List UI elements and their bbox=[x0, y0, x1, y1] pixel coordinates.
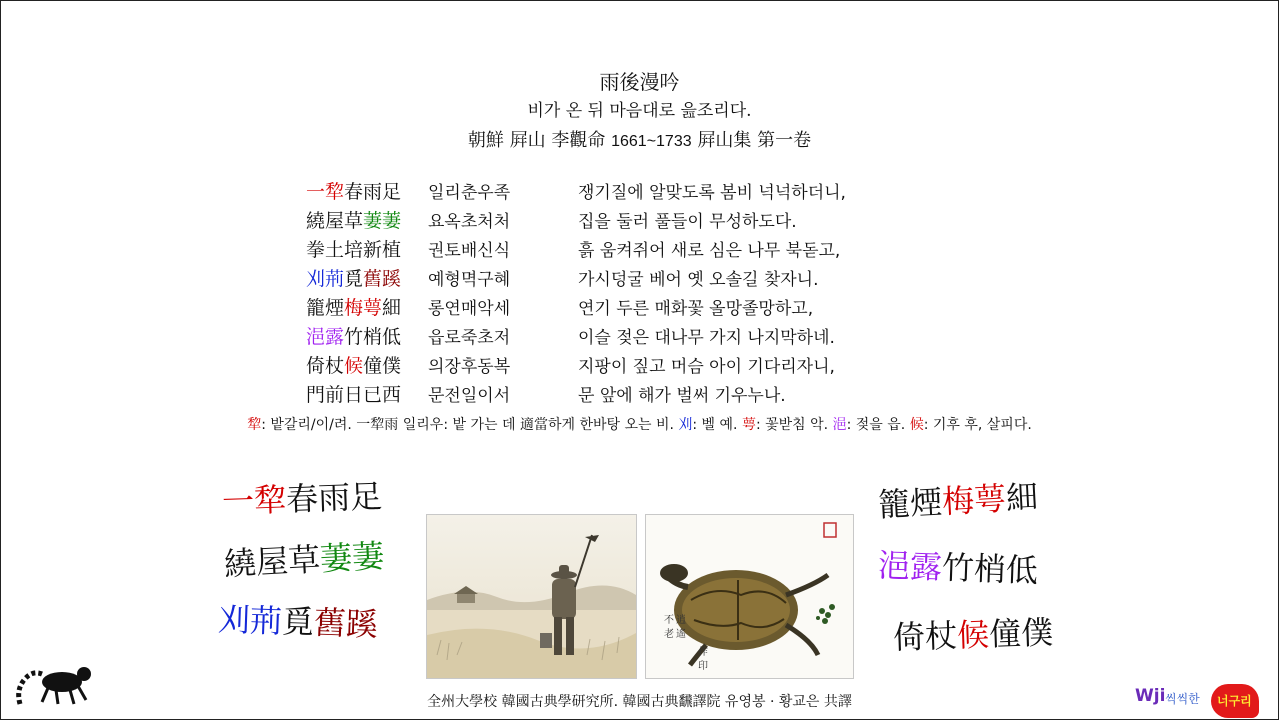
poem-hanja-segment: 梅萼 bbox=[344, 297, 383, 319]
big-verse-segment: 細 bbox=[1005, 477, 1040, 518]
poem-hanja-segment: 覓 bbox=[344, 268, 364, 290]
poem-line bbox=[306, 292, 846, 321]
big-verse-segment: 繞屋草 bbox=[223, 540, 322, 584]
poem-hanja-segment: 萋萋 bbox=[363, 210, 402, 232]
poem-reading: 읍로죽초저 bbox=[428, 328, 511, 348]
poem-translation: 가시덩굴 베어 옛 오솔길 찾자니. bbox=[578, 270, 819, 290]
poem-line bbox=[306, 321, 846, 350]
brand-logo bbox=[1133, 682, 1279, 720]
author-years: 1661~1733 bbox=[611, 133, 692, 150]
poem-line bbox=[306, 176, 846, 205]
farmer-illustration bbox=[426, 514, 637, 679]
poem-hanja-segment: 浥露 bbox=[306, 326, 345, 348]
poem-hanja-segment: 一犂 bbox=[306, 181, 345, 203]
big-verse-segment: 覓 bbox=[281, 602, 315, 642]
poem-reading: 일리춘우족 bbox=[428, 183, 511, 203]
note-segment: 浥 bbox=[832, 417, 847, 433]
note-segment: : 젖을 읍. bbox=[846, 417, 910, 433]
svg-text:遙: 遙 bbox=[676, 629, 686, 640]
poem-line bbox=[306, 234, 846, 263]
poem-block bbox=[306, 176, 846, 408]
poem-hanja-segment: 門前日已西 bbox=[306, 384, 402, 406]
poem-hanja-segment: 籠煙 bbox=[306, 297, 345, 319]
big-verse-segment: 舊蹊 bbox=[313, 603, 379, 644]
poem-hanja-segment: 候 bbox=[344, 355, 364, 377]
poem-hanja bbox=[306, 293, 428, 320]
poem-title: 雨後漫吟 bbox=[599, 70, 680, 94]
poem-hanja bbox=[306, 322, 428, 349]
svg-text:印: 印 bbox=[698, 661, 708, 672]
poem-subtitle: 비가 온 뒤 마음대로 읊조리다. bbox=[527, 101, 752, 121]
big-verse-segment: 籠煙 bbox=[877, 482, 944, 525]
poem-hanja-segment: 竹梢低 bbox=[344, 326, 402, 348]
poem-hanja bbox=[306, 351, 428, 378]
poem-line bbox=[306, 350, 846, 379]
poem-translation: 문 앞에 해가 벌써 기우누나. bbox=[578, 386, 786, 406]
note-segment: : 꽃받침 악. bbox=[755, 417, 833, 433]
poem-translation: 지팡이 짚고 머슴 아이 기다리자니, bbox=[578, 357, 835, 377]
big-verse-segment: 刈荊 bbox=[217, 600, 283, 641]
poem-hanja bbox=[306, 235, 428, 262]
big-verse-segment: 春雨足 bbox=[285, 477, 383, 519]
note-segment: 犂 bbox=[247, 417, 262, 433]
author-line bbox=[0, 126, 1279, 152]
big-verse-segment: 梅萼 bbox=[941, 479, 1008, 521]
author-name: 朝鮮 屛山 李觀命 bbox=[467, 130, 606, 151]
poem-reading: 의장후동복 bbox=[428, 357, 511, 377]
poem-hanja bbox=[306, 177, 428, 204]
note-segment: 萼 bbox=[741, 417, 756, 433]
poem-translation: 흙 움켜쥐어 새로 심은 나무 북돋고, bbox=[578, 241, 841, 261]
svg-text:老: 老 bbox=[664, 629, 674, 640]
big-verse-segment: 僮僕 bbox=[988, 613, 1054, 654]
poem-hanja bbox=[306, 206, 428, 233]
note-segment: : 밭갈리/이/려. 一犂雨 일리우: 밭 가는 데 適當하게 한바탕 오는 비. bbox=[261, 417, 679, 433]
big-verse-segment: 浥露 bbox=[877, 546, 943, 587]
big-verse-segment: 萋萋 bbox=[319, 536, 386, 579]
turtle-illustration bbox=[645, 514, 854, 679]
svg-text:作: 作 bbox=[698, 647, 708, 658]
poem-line bbox=[306, 263, 846, 292]
big-verse-right-2 bbox=[877, 540, 1039, 592]
farmer-image-icon bbox=[427, 515, 636, 678]
big-verse-left-2 bbox=[223, 531, 385, 585]
note-segment: 候 bbox=[909, 417, 924, 433]
note-segment: : 벨 예. bbox=[692, 417, 742, 433]
poem-reading: 요옥초처처 bbox=[428, 212, 511, 232]
brand-wji: Wji bbox=[1135, 686, 1166, 706]
poem-hanja-segment: 僮僕 bbox=[363, 355, 402, 377]
poem-hanja-segment: 拳土培新植 bbox=[306, 239, 402, 261]
poem-translation: 이슬 젖은 대나무 가지 나지막하네. bbox=[578, 328, 835, 348]
footer-credit: 全州大學校 韓國古典學研究所. 韓國古典飜譯院 유영봉 · 황교은 共譯 bbox=[427, 694, 852, 710]
poem-hanja bbox=[306, 264, 428, 291]
big-verse-left-3 bbox=[217, 594, 379, 646]
poem-translation: 집을 둘러 풀들이 무성하도다. bbox=[578, 212, 797, 232]
big-verse-segment: 倚杖 bbox=[892, 616, 958, 657]
poem-hanja-segment: 刈荊 bbox=[306, 268, 345, 290]
svg-text:不: 不 bbox=[664, 615, 674, 626]
poem-hanja-segment: 春雨足 bbox=[344, 181, 402, 203]
poem-hanja-segment: 舊蹊 bbox=[363, 268, 402, 290]
big-verse-segment: 竹梢低 bbox=[941, 548, 1039, 590]
poem-hanja-segment: 細 bbox=[382, 297, 402, 319]
poem-hanja-segment: 倚杖 bbox=[306, 355, 345, 377]
brand-badge-text: 너구리 bbox=[1217, 694, 1252, 708]
note-segment: : 기후 후, 살피다. bbox=[923, 417, 1032, 433]
turtle-image-icon bbox=[646, 515, 853, 678]
big-verse-right-1 bbox=[877, 472, 1039, 526]
big-verse-left-1 bbox=[221, 471, 383, 523]
poem-reading: 문전일이서 bbox=[428, 386, 511, 406]
poem-translation: 연기 두른 매화꽃 올망졸망하고, bbox=[578, 299, 814, 319]
big-verse-segment: 候 bbox=[956, 615, 990, 655]
poem-translation: 쟁기질에 알맞도록 봄비 넉넉하더니, bbox=[578, 183, 846, 203]
poem-line bbox=[306, 379, 846, 408]
poem-reading: 권토배신식 bbox=[428, 241, 511, 261]
poem-hanja bbox=[306, 380, 428, 407]
vocabulary-notes bbox=[0, 414, 1279, 434]
svg-text:逍: 逍 bbox=[676, 615, 686, 626]
brand-ssik: 씩씩한 bbox=[1165, 692, 1200, 706]
poem-line bbox=[306, 205, 846, 234]
big-verse-right-3 bbox=[892, 607, 1054, 659]
note-segment: 刈 bbox=[678, 417, 693, 433]
big-verse-segment: 一犂 bbox=[221, 480, 287, 521]
source-book: 屛山集 第一卷 bbox=[697, 130, 812, 151]
poem-hanja-segment: 繞屋草 bbox=[306, 210, 364, 232]
poem-reading: 예형멱구혜 bbox=[428, 270, 511, 290]
poem-reading: 롱연매악세 bbox=[428, 299, 511, 319]
